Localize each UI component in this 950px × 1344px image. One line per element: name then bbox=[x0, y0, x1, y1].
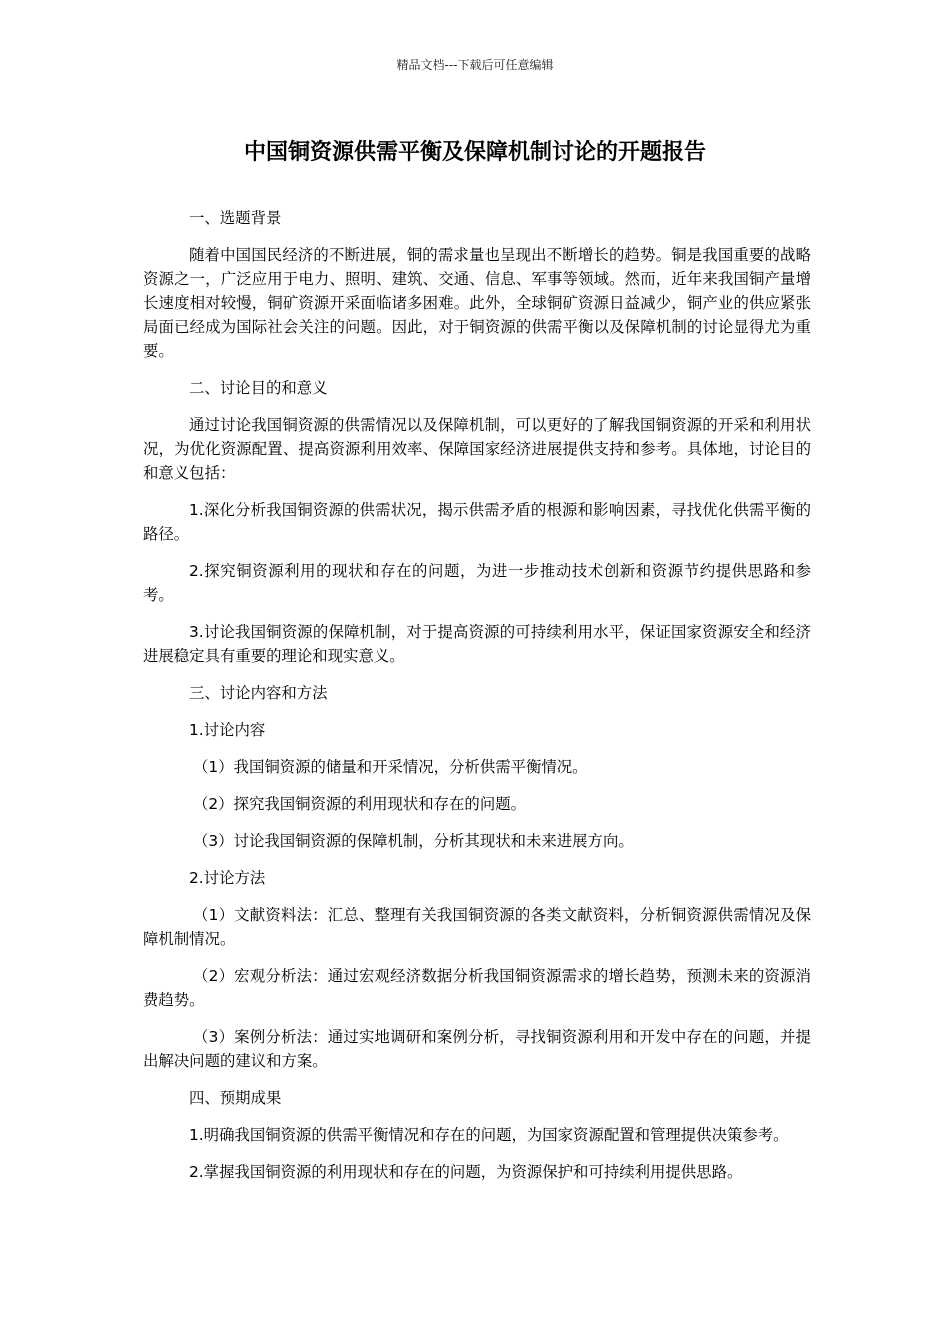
purpose-item-1: 1.深化分析我国铜资源的供需状况，揭示供需矛盾的根源和影响因素，寻找优化供需平衡的路径。 bbox=[143, 501, 811, 543]
method-item-2: （2）宏观分析法：通过宏观经济数据分析我国铜资源需求的增长趋势，预测未来的资源消费趋势。 bbox=[143, 967, 811, 1009]
section-heading-results: 四、预期成果 bbox=[189, 1089, 282, 1107]
result-item-1: 1.明确我国铜资源的供需平衡情况和存在的问题，为国家资源配置和管理提供决策参考。 bbox=[189, 1126, 789, 1144]
content-item-2: （2）探究我国铜资源的利用现状和存在的问题。 bbox=[193, 795, 526, 813]
method-item-1: （1）文献资料法：汇总、整理有关我国铜资源的各类文献资料，分析铜资源供需情况及保障机制情况。 bbox=[143, 906, 811, 948]
content-item-3: （3）讨论我国铜资源的保障机制，分析其现状和未来进展方向。 bbox=[193, 832, 634, 850]
section-heading-purpose: 二、讨论目的和意义 bbox=[189, 379, 328, 397]
paragraph-purpose: 通过讨论我国铜资源的供需情况以及保障机制，可以更好的了解我国铜资源的开采和利用状况，为优化资源配置、提高资源利用效率、保障国家经济进展提供支持和参考。具体地，讨论目的和意义包括： bbox=[143, 416, 811, 482]
content-item-1: （1）我国铜资源的储量和开采情况，分析供需平衡情况。 bbox=[193, 758, 588, 776]
document-title: 中国铜资源供需平衡及保障机制讨论的开题报告 bbox=[243, 140, 706, 165]
document-body bbox=[143, 206, 811, 1197]
result-item-2: 2.掌握我国铜资源的利用现状和存在的问题，为资源保护和可持续利用提供思路。 bbox=[189, 1163, 743, 1181]
paragraph-background: 随着中国国民经济的不断进展，铜的需求量也呈现出不断增长的趋势。铜是我国重要的战略资源之一，广泛应用于电力、照明、建筑、交通、信息、军事等领域。然而，近年来我国铜产量增长速度相对较慢，铜矿资源开采面临诸多困难。此外，全球铜矿资源日益减少，铜产业的供应紧张局面已经成为国际社会关注的问题。因此，对于铜资源的供需平衡以及保障机制的讨论显得尤为重要。 bbox=[143, 246, 811, 360]
purpose-item-2: 2.探究铜资源利用的现状和存在的问题，为进一步推动技术创新和资源节约提供思路和参考。 bbox=[143, 562, 811, 604]
section-heading-content-method: 三、讨论内容和方法 bbox=[189, 684, 328, 702]
method-item-3: （3）案例分析法：通过实地调研和案例分析，寻找铜资源利用和开发中存在的问题，并提出解决问题的建议和方案。 bbox=[143, 1028, 811, 1070]
subheading-content: 1.讨论内容 bbox=[189, 721, 266, 739]
purpose-item-3: 3.讨论我国铜资源的保障机制，对于提高资源的可持续利用水平，保证国家资源安全和经济进展稳定具有重要的理论和现实意义。 bbox=[143, 623, 811, 665]
subheading-method: 2.讨论方法 bbox=[189, 869, 266, 887]
section-heading-background: 一、选题背景 bbox=[189, 209, 282, 227]
header-note: 精品文档---下载后可任意编辑 bbox=[396, 58, 554, 72]
